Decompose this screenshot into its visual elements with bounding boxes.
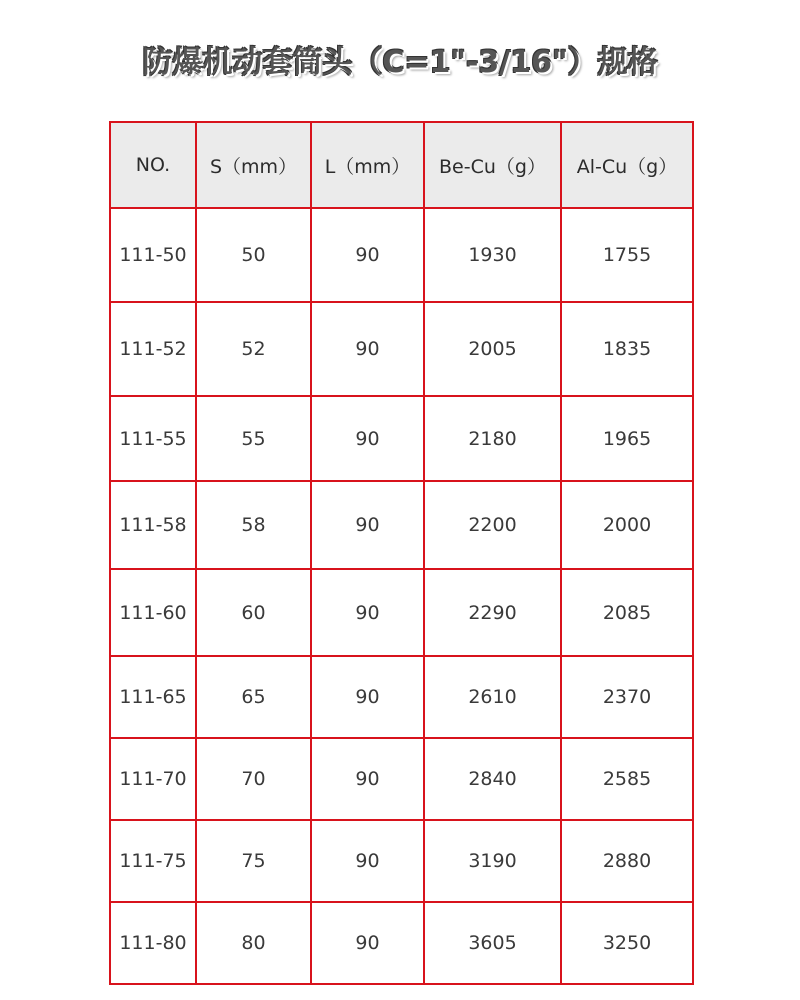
cell-no: 111-80 [110,902,196,984]
cell-al-cu: 1755 [561,208,693,302]
cell-al-cu: 1965 [561,396,693,481]
cell-l: 90 [311,820,424,902]
cell-l: 90 [311,738,424,820]
cell-be-cu: 2610 [424,656,561,738]
spec-table [109,121,694,985]
cell-no: 111-65 [110,656,196,738]
header-row [110,122,693,208]
cell-no: 111-75 [110,820,196,902]
column-header-be-cu: Be-Cu（g） [424,122,561,208]
table-row [110,208,693,302]
page-title: 防爆机动套筒头（C=1"-3/16"）规格 [142,45,658,80]
table-row [110,820,693,902]
cell-be-cu: 2200 [424,481,561,569]
cell-no: 111-50 [110,208,196,302]
cell-be-cu: 1930 [424,208,561,302]
cell-al-cu: 2370 [561,656,693,738]
cell-be-cu: 2840 [424,738,561,820]
cell-be-cu: 2290 [424,569,561,656]
cell-no: 111-55 [110,396,196,481]
cell-s: 80 [196,902,311,984]
cell-no: 111-60 [110,569,196,656]
cell-be-cu: 3190 [424,820,561,902]
cell-s: 52 [196,302,311,396]
cell-be-cu: 2180 [424,396,561,481]
table-row [110,302,693,396]
cell-s: 55 [196,396,311,481]
cell-al-cu: 2085 [561,569,693,656]
table-row [110,738,693,820]
cell-no: 111-70 [110,738,196,820]
cell-al-cu: 1835 [561,302,693,396]
cell-al-cu: 2585 [561,738,693,820]
cell-s: 75 [196,820,311,902]
table-row [110,396,693,481]
cell-l: 90 [311,902,424,984]
cell-be-cu: 2005 [424,302,561,396]
table-row [110,481,693,569]
cell-al-cu: 2880 [561,820,693,902]
column-header-s: S（mm） [196,122,311,208]
cell-s: 58 [196,481,311,569]
column-header-l: L（mm） [311,122,424,208]
cell-al-cu: 3250 [561,902,693,984]
cell-s: 50 [196,208,311,302]
cell-no: 111-52 [110,302,196,396]
cell-s: 60 [196,569,311,656]
table-row [110,902,693,984]
cell-l: 90 [311,656,424,738]
cell-l: 90 [311,208,424,302]
cell-al-cu: 2000 [561,481,693,569]
cell-l: 90 [311,481,424,569]
column-header-no: NO. [110,122,196,208]
cell-l: 90 [311,569,424,656]
cell-l: 90 [311,302,424,396]
table-row [110,569,693,656]
cell-s: 65 [196,656,311,738]
cell-l: 90 [311,396,424,481]
cell-be-cu: 3605 [424,902,561,984]
cell-s: 70 [196,738,311,820]
cell-no: 111-58 [110,481,196,569]
table-row [110,656,693,738]
column-header-al-cu: Al-Cu（g） [561,122,693,208]
